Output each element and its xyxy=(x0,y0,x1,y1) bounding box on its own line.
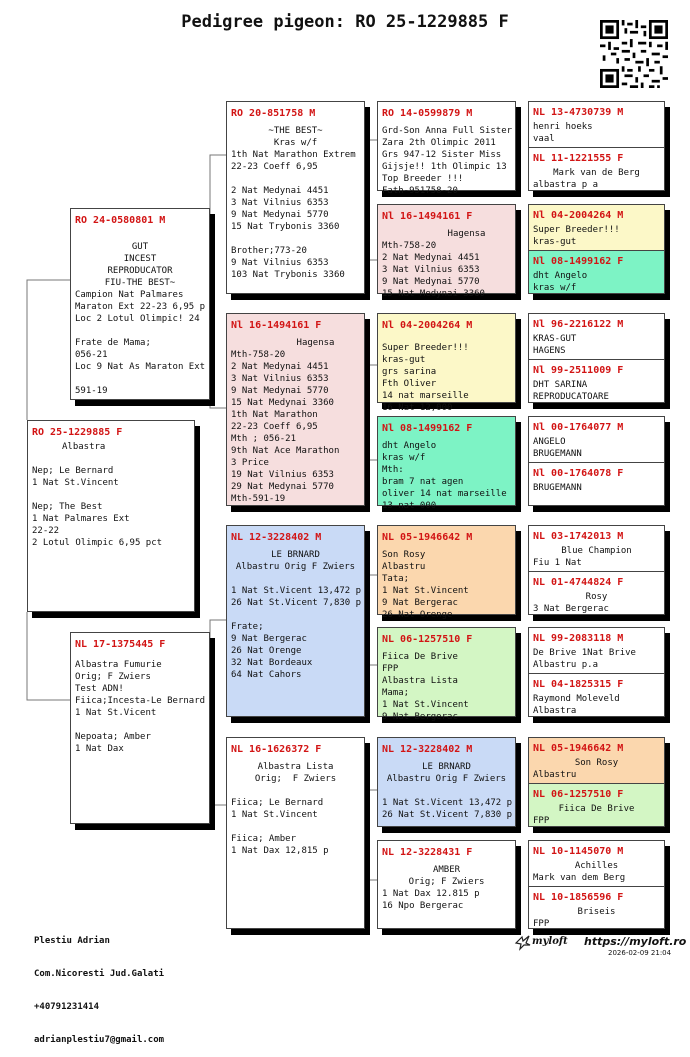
gen4-bottom xyxy=(529,360,664,402)
ring-number: NL 12-3228402 M xyxy=(231,532,322,543)
pedigree-card-subject xyxy=(27,420,195,612)
bird-notes: Super Breeder!!! kras-gut grs sarina Fth Oliver 14 nat marseille 16 Nat 12,000 xyxy=(382,343,469,413)
ring-number: NL 16-1626372 F xyxy=(231,744,322,755)
myloft-logo-icon xyxy=(514,933,532,951)
pedigree-card-sire xyxy=(70,208,210,400)
owner-address: Com.Nicoresti Jud.Galati xyxy=(34,969,165,979)
ring-number: Nl 04-2004264 M xyxy=(382,320,473,331)
pedigree-card-gen4-8 xyxy=(528,840,665,929)
bird-notes: Mth-758-20 2 Nat Medynai 4451 3 Nat Vilnius 6353 9 Nat Medynai 5770 15 Nat Medynai 3360 1th Nat Marathon 22-23 Coeff 6,95 Mth ; 056-21 9th Nat Ace Marathon 3 Price 19 Nat Vilnius 6353 29 Nat Medynai 5770 Mth-591-19 xyxy=(231,350,340,504)
bird-name: GUT INCEST REPRODUCATOR FIU-THE BEST~ xyxy=(104,242,176,288)
pedigree-card-gen4-7 xyxy=(528,737,665,827)
gen4-top xyxy=(529,102,664,151)
bird-name: Son Rosy xyxy=(574,758,619,768)
gen4-top xyxy=(529,526,664,575)
bird-notes: Fiu 1 Nat xyxy=(533,558,582,568)
bird-notes: dht Angelo kras w/f Mth: bram 7 nat agen oliver 14 nat marseille 13 nat 000 xyxy=(382,441,507,511)
ring-number: RO 24-0580801 M xyxy=(75,215,166,226)
bird-name: LE BRNARD Albastru Orig F Zwiers xyxy=(386,762,507,784)
gen4-bottom xyxy=(529,784,664,826)
pedigree-card-gen4-5 xyxy=(528,525,665,615)
bird-name: Mark van de Berg xyxy=(553,168,640,178)
owner-phone: +40791231414 xyxy=(34,1002,100,1012)
print-timestamp: 2026-02-09 21:04 xyxy=(608,949,672,957)
bird-name: Albastra xyxy=(62,442,106,452)
bird-name: Hagensa xyxy=(296,338,335,348)
owner-name: Plestiu Adrian xyxy=(34,936,110,946)
ring-number: NL 13-4730739 M xyxy=(533,107,624,118)
gen4-top xyxy=(529,205,664,254)
ring-number: Nl 04-2004264 M xyxy=(533,210,624,221)
bird-name: Briseis xyxy=(577,907,616,917)
pedigree-card-ddd xyxy=(377,840,516,929)
bird-notes: BRUGEMANN xyxy=(533,483,582,493)
bird-notes: Albastru xyxy=(533,770,577,780)
pedigree-card-sdd xyxy=(377,416,516,511)
bird-name: Blue Champion xyxy=(561,546,632,556)
ring-number: NL 17-1375445 F xyxy=(75,639,166,650)
ring-number: Nl 99-2511009 F xyxy=(533,365,624,376)
gen4-bottom xyxy=(529,674,664,716)
bird-name: Hagensa xyxy=(447,229,486,239)
ring-number: Nl 96-2216122 M xyxy=(533,319,624,330)
bird-notes: FPP xyxy=(533,919,550,929)
pedigree-card-dam-dam xyxy=(226,737,365,929)
bird-notes: Albastra Fumurie Orig; F Zwiers Test ADN! Fiica;Incesta-Le Bernard 1 Nat St.Vicent Nepoata; Amber 1 Nat Dax xyxy=(75,660,206,754)
ring-number: NL 01-4744824 F xyxy=(533,577,624,588)
bird-name: LE BRNARD Albastru Orig F Zwiers xyxy=(235,550,356,572)
ring-number: NL 06-1257510 F xyxy=(382,634,473,645)
site-link[interactable]: https://myloft.ro xyxy=(584,935,687,948)
page-title: Pedigree pigeon: RO 25-1229885 F xyxy=(181,12,509,32)
ring-number: NL 05-1946642 M xyxy=(382,532,473,543)
bird-name: AMBER Orig; F Zwiers xyxy=(408,865,485,887)
pedigree-card-ssd xyxy=(377,204,516,299)
pedigree-card-sire-sire xyxy=(226,101,365,294)
bird-notes: DHT SARINA REPRODUCATOARE xyxy=(533,380,609,402)
ring-number: NL 05-1946642 M xyxy=(533,743,624,754)
gen4-bottom xyxy=(529,463,664,505)
pedigree-card-gen4-6 xyxy=(528,627,665,717)
bird-notes: Grd-Son Anna Full Sister Zara 2th Olimpic 2011 Grs 947-12 Sister Miss Gijsje!! 1th Olimpic 13 Top Breeder !!! Fath-951758-20 xyxy=(382,126,513,196)
pedigree-card-sire-dam xyxy=(226,313,365,506)
bird-notes: ANGELO BRUGEMANN xyxy=(533,437,582,459)
pedigree-card-sss xyxy=(377,101,516,196)
owner-email: adrianplestiu7@gmail.com xyxy=(34,1035,165,1045)
gen4-top xyxy=(529,628,664,677)
bird-notes: FPP xyxy=(533,816,550,826)
gen4-bottom xyxy=(529,887,664,928)
gen4-bottom xyxy=(529,251,664,293)
bird-name: Achilles xyxy=(574,861,619,871)
ring-number: NL 10-1856596 F xyxy=(533,892,624,903)
pedigree-card-dam-sire xyxy=(226,525,365,717)
gen4-top xyxy=(529,738,664,787)
gen4-bottom xyxy=(529,148,664,190)
ring-number: Nl 00-1764077 M xyxy=(533,422,624,433)
bird-notes: Super Breeder!!! kras-gut xyxy=(533,225,620,247)
ring-number: NL 06-1257510 F xyxy=(533,789,624,800)
bird-name: ~THE BEST~ Kras w/f xyxy=(268,126,323,148)
pedigree-card-dam xyxy=(70,632,210,824)
ring-number: Nl 00-1764078 F xyxy=(533,468,624,479)
ring-number: NL 12-3228402 M xyxy=(382,744,473,755)
ring-number: NL 99-2083118 M xyxy=(533,633,624,644)
bird-notes: 1th Nat Marathon Extrem 22-23 Coeff 6,95 2 Nat Medynai 4451 3 Nat Vilnius 6353 9 Nat Medynai 5770 15 Nat Trybonis 3360 Brother;773-20 9 Nat Vilnius 6353 103 Nat Trybonis 3360 xyxy=(231,150,356,280)
pedigree-card-gen4-4 xyxy=(528,416,665,506)
bird-name: Rosy xyxy=(585,592,608,602)
ring-number: NL 12-3228431 F xyxy=(382,847,473,858)
bird-notes: KRAS-GUT HAGENS xyxy=(533,334,577,356)
pedigree-card-gen4-2 xyxy=(528,204,665,294)
bird-notes: Nep; Le Bernard 1 Nat St.Vincent Nep; The Best 1 Nat Palmares Ext 22-22 2 Lotul Olimpic 6,95 pct xyxy=(32,466,163,548)
pedigree-card-gen4-1 xyxy=(528,101,665,191)
gen4-top xyxy=(529,841,664,890)
ring-number: NL 04-1825315 F xyxy=(533,679,624,690)
bird-notes: Albastra Lista Mama; 1 Nat St.Vincent 9 Nat Bergerac xyxy=(382,676,469,722)
pedigree-card-sds xyxy=(377,313,516,413)
bird-notes: 1 Nat Dax 12.815 p 16 Npo Bergerac xyxy=(382,889,480,911)
bird-notes: Fiica; Le Bernard 1 Nat St.Vincent Fiica; Amber 1 Nat Dax 12,815 p xyxy=(231,798,329,856)
ring-number: Nl 08-1499162 F xyxy=(533,256,624,267)
pedigree-card-gen4-3 xyxy=(528,313,665,403)
gen4-bottom xyxy=(529,572,664,614)
bird-notes: 3 Nat Bergerac xyxy=(533,604,609,614)
ring-number: RO 14-0599879 M xyxy=(382,108,473,119)
bird-name: Albastra Lista Orig; F Zwiers xyxy=(254,762,337,784)
bird-notes: dht Angelo kras w/f xyxy=(533,271,588,293)
bird-notes: albastra p a xyxy=(533,180,599,190)
bird-notes: De Brive 1Nat Brive Albastru p.a xyxy=(533,648,636,670)
brand-name: myloft xyxy=(532,936,568,947)
bird-name: Son Rosy Albastru xyxy=(382,550,426,572)
bird-notes: henri hoeks vaal xyxy=(533,122,593,144)
bird-notes: Mth-758-20 2 Nat Medynai 4451 3 Nat Vilnius 6353 9 Nat Medynai 5770 15 Nat Medynai 3360 xyxy=(382,241,485,299)
owner-contact xyxy=(34,914,164,1057)
ring-number: NL 10-1145070 M xyxy=(533,846,624,857)
bird-notes: Tata; 1 Nat St.Vincent 9 Nat Bergerac 26 Nat Orenge xyxy=(382,574,469,620)
gen4-top xyxy=(529,417,664,466)
ring-number: RO 20-851758 M xyxy=(231,108,316,119)
ring-number: Nl 16-1494161 F xyxy=(382,211,473,222)
ring-number: NL 03-1742013 M xyxy=(533,531,624,542)
ring-number: Nl 08-1499162 F xyxy=(382,423,473,434)
bird-notes: Raymond Moleveld Albastra xyxy=(533,694,620,716)
ring-number: RO 25-1229885 F xyxy=(32,427,123,438)
pedigree-card-dss xyxy=(377,525,516,620)
ring-number: Nl 16-1494161 F xyxy=(231,320,322,331)
bird-notes: 1 Nat St.Vicent 13,472 p 26 Nat St.Vicent 7,830 p Frate; 9 Nat Bergerac 26 Nat Orenge 32 Nat Bordeaux 64 Nat Cahors xyxy=(231,586,362,680)
bird-notes: Mark van dem Berg xyxy=(533,873,626,883)
bird-notes: Campion Nat Palmares Maraton Ext 22-23 6,95 p Loc 2 Lotul Olimpic! 24 Frate de Mama; 056-21 Loc 9 Nat As Maraton Ext 591-19 xyxy=(75,290,206,396)
bird-name: Fiica De Brive FPP xyxy=(382,652,458,674)
pedigree-card-dsd xyxy=(377,627,516,722)
bird-notes: 1 Nat St.Vicent 13,472 p 26 Nat St.Vicent 7,830 p xyxy=(382,798,513,820)
pedigree-card-dds xyxy=(377,737,516,827)
bird-name: Fiica De Brive xyxy=(558,804,635,814)
ring-number: NL 11-1221555 F xyxy=(533,153,624,164)
gen4-top xyxy=(529,314,664,363)
